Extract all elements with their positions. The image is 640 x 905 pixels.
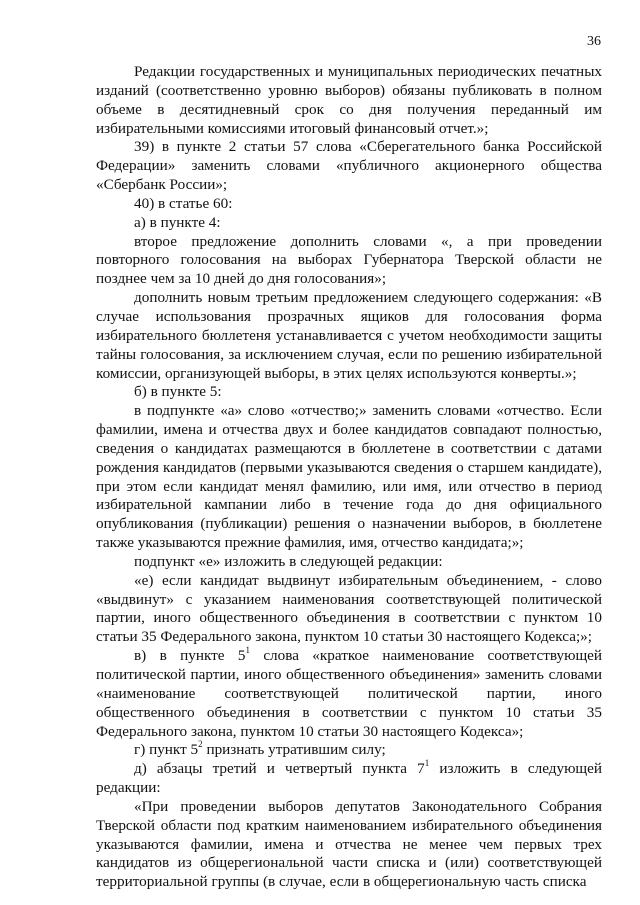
paragraph-text: слова «краткое наименование соответствующей политической партии, иного общественного объединения» заменить словами «наименование соответствующей политической партии, иного общественного объединения в соответствии с пунктом 10 статьи 35 Федерального закона, пунктом 10 статьи 30 настоящего Кодекса»; [96, 647, 603, 740]
paragraph: «При проведении выборов депутатов Законодательного Собрания Тверской области под кратким наименованием избирательного объединения указываются фамилии, имена и отчества не менее чем первых трех кандидатов из общерегиональной части списка и (или) соответствующей территориальной группы (в случае, если в общерегиональную часть списка [96, 797, 602, 891]
page-number: 36 [587, 34, 601, 49]
paragraph: а) в пункте 4: [134, 213, 221, 231]
paragraph: дополнить новым третьим предложением следующего содержания: «В случае использования прозрачных ящиков для голосования форма избирательного бюллетеня устанавливается с учетом необходимости защиты тайны голосования, за исключением случая, если по решению избирательной комиссии, организующей выборы, в этих целях используются конверты.»; [96, 289, 602, 382]
paragraph: б) в пункте 5: [134, 383, 222, 401]
superscript: 2 [198, 739, 203, 750]
paragraph-text: г) пункт 5 [134, 741, 199, 759]
document-body [96, 63, 602, 892]
paragraph-text: признать утратившим силу; [202, 741, 386, 759]
paragraph-text: изложить в следующей редакции: [96, 760, 602, 797]
paragraph [96, 647, 602, 741]
paragraph: 40) в статье 60: [134, 194, 233, 212]
paragraph: подпункт «е» изложить в следующей редакции: [134, 552, 443, 570]
paragraph: Редакции государственных и муниципальных периодических печатных изданий (соответственно уровню выборов) обязаны публиковать в полном объеме в десятидневный срок со дня получения переданный им избирательными комиссиями итоговый финансовый отчет.»; [96, 63, 602, 137]
paragraph: второе предложение дополнить словами «, а при проведении повторного голосования на выборах Губернатора Тверской области не позднее чем за 10 дней до дня голосования»; [96, 232, 602, 288]
superscript: 1 [245, 645, 250, 656]
paragraph [96, 760, 602, 798]
paragraph-text: д) абзацы третий и четвертый пункта 7 [134, 760, 425, 778]
paragraph: «е) если кандидат выдвинут избирательным объединением, - слово «выдвинут» с указанием наименования соответствующей политической партии, иного общественного объединения в соответствии с пунктом 10 статьи 35 Федерального закона, пунктом 10 статьи 30 настоящего Кодекса;»; [96, 571, 602, 646]
paragraph: 39) в пункте 2 статьи 57 слова «Сберегательного банка Российской Федерации» заменить словами «публичного акционерного общества «Сбербанк России»; [96, 138, 602, 194]
paragraph [96, 741, 602, 760]
superscript: 1 [424, 758, 430, 769]
paragraph: в подпункте «а» слово «отчество;» заменить словами «отчество. Если фамилии, имена и отчества двух и более кандидатов совпадают полностью, сведения о кандидатах размещаются в бюллетене в соответствии с датами рождения кандидатов (первыми указываются сведения о старшем кандидате), при этом если кандидат менял фамилию, или имя, или отчество в период избирательной кампании либо в течение года до дня официального опубликования (публикации) решения о назначении выборов, в бюллетене также указываются прежние фамилия, имя, отчество кандидата;»; [96, 402, 602, 552]
paragraph-text: в) в пункте 5 [134, 647, 246, 665]
